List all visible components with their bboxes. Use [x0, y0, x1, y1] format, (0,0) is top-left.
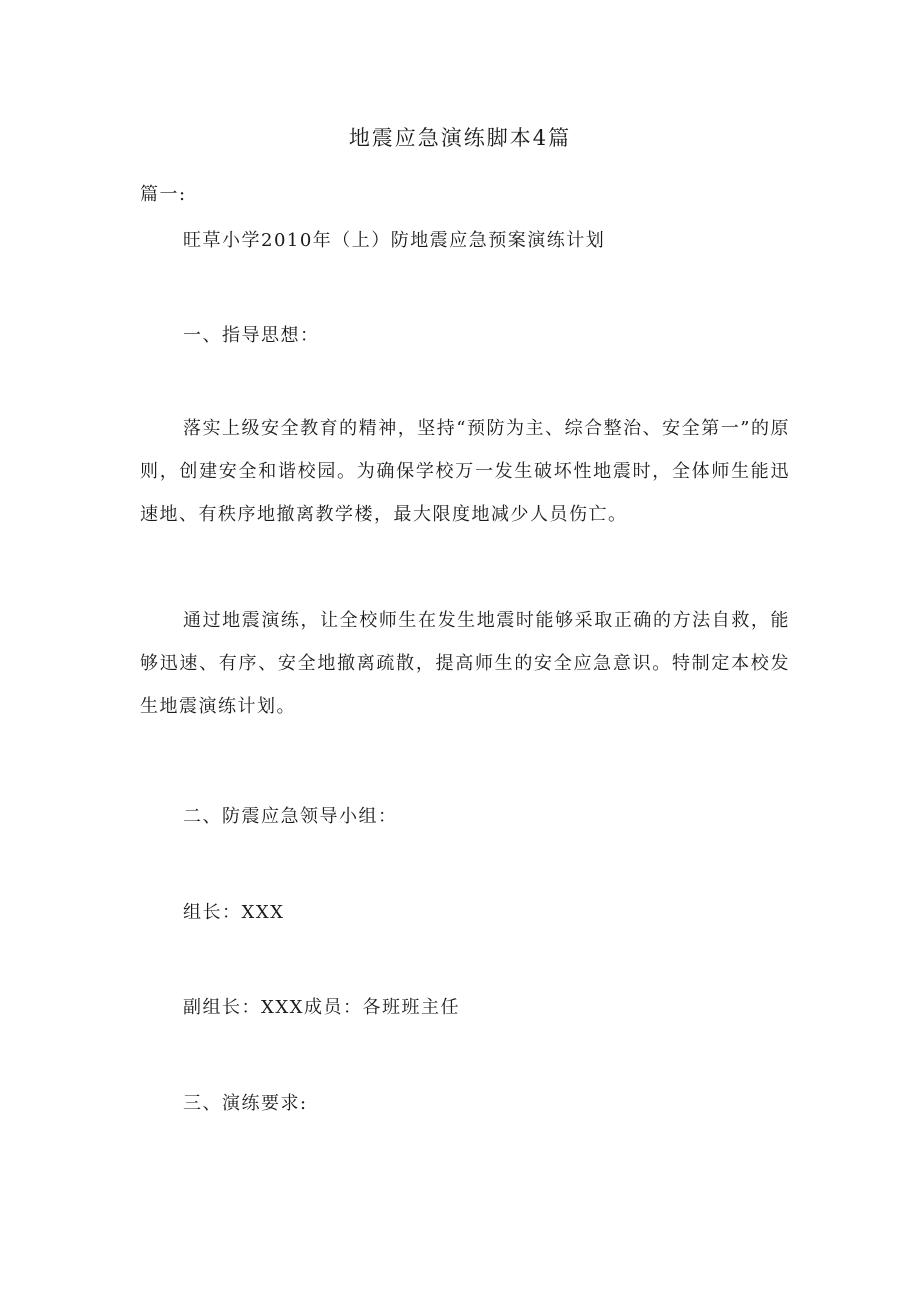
group-leader: 组长：XXX [183, 902, 285, 923]
section-heading-leadership-group: 二、防震应急领导小组： [183, 806, 398, 827]
section-heading-drill-requirements: 三、演练要求: [183, 1093, 308, 1114]
paragraph-drill-purpose: 通过地震演练，让全校师生在发生地震时能够采取正确的方法自救，能够迅速、有序、安全地撤离疏散，提高师生的安全应急意识。特制定本校发生地震演练计划。 [140, 610, 790, 717]
document-title: 地震应急演练脚本4篇 [348, 126, 572, 150]
section-heading-guiding-thought: 一、指导思想： [183, 325, 320, 346]
part-label: 篇一: [140, 184, 187, 205]
plan-subtitle: 旺草小学2010年（上）防地震应急预案演练计划 [183, 230, 606, 251]
deputy-leader-members: 副组长：XXX成员：各班班主任 [183, 997, 460, 1018]
paragraph-principle: 落实上级安全教育的精神，坚持“预防为主、综合整治、安全第一”的原则，创建安全和谐校园。为确保学校万一发生破坏性地震时，全体师生能迅速地、有秩序地撤离教学楼，最大限度地减少人员伤亡。 [140, 418, 790, 525]
